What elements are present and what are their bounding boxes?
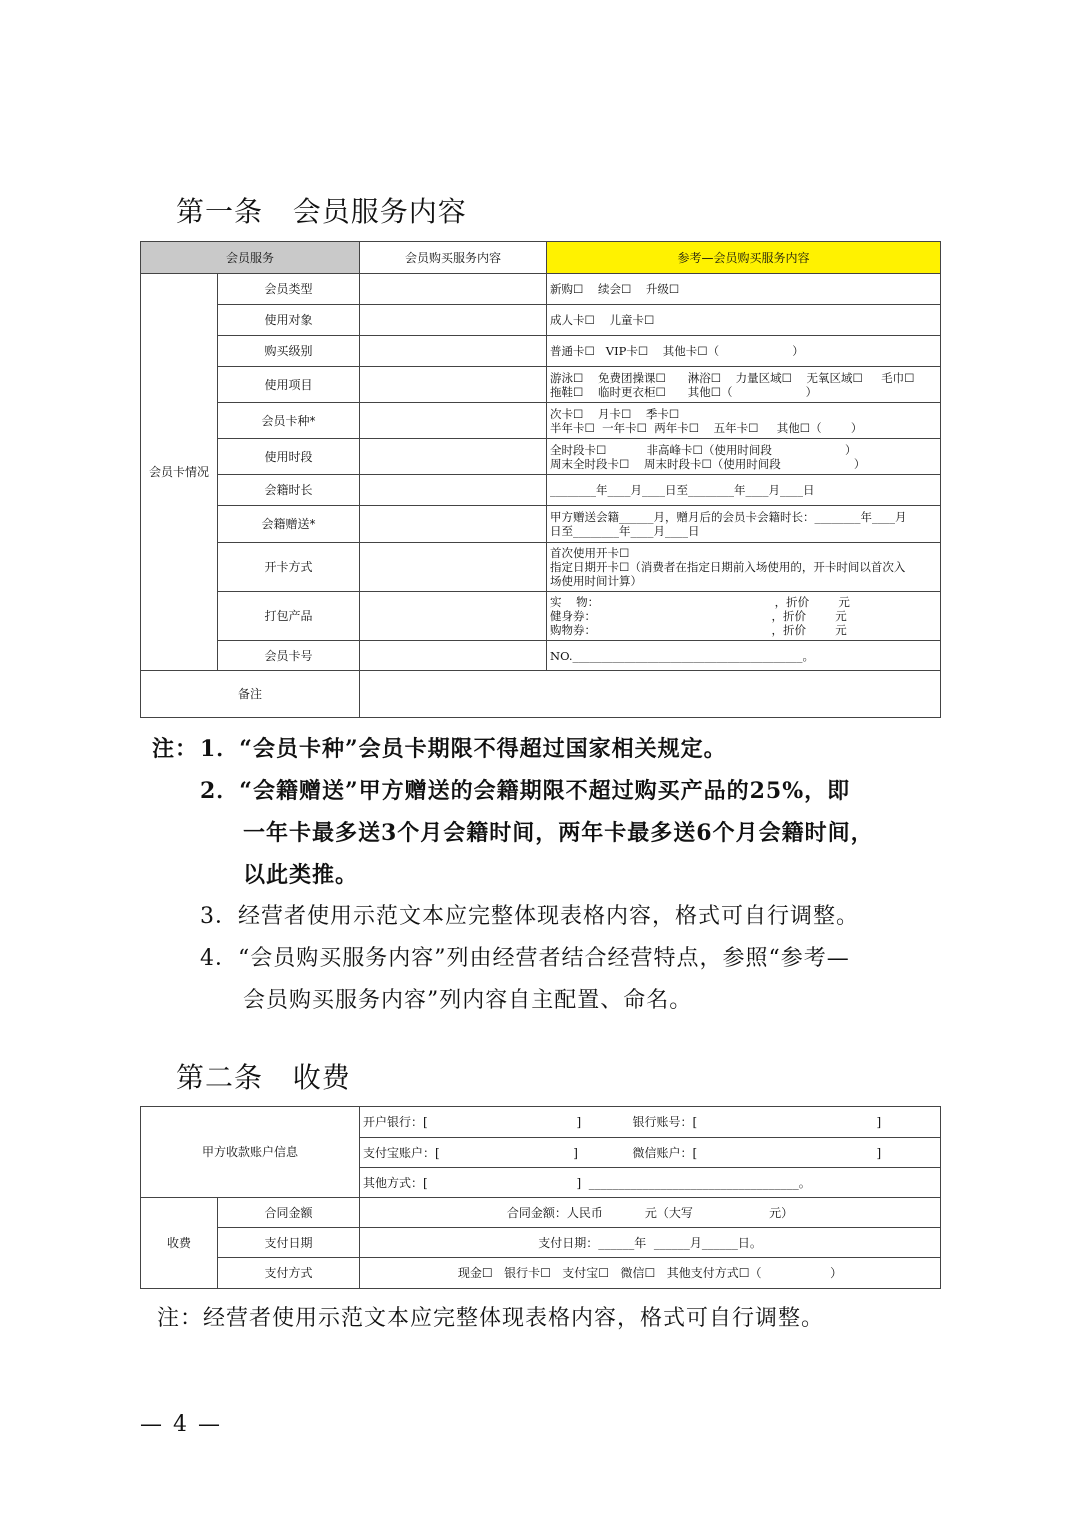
note-4-line1: 4．“会员购买服务内容”列由经营者结合经营特点，参照“参考— (200, 946, 850, 971)
note-3: 3．经营者使用示范文本应完整体现表格内容，格式可自行调整。 (200, 904, 859, 929)
note-2-line3: 以此类推。 (243, 862, 359, 888)
row-label: 购买级别 (218, 336, 360, 367)
section1-title: 第一条 会员服务内容 (176, 195, 467, 228)
ref-cell: 普通卡☐ VIP卡☐ 其他卡☐（ ） (547, 336, 941, 367)
ref-cell: NO.________________________________________。 (547, 641, 941, 671)
membership-service-table (140, 241, 941, 718)
ref-cell: 游泳☐ 免费团操课☐ 淋浴☐ 力量区域☐ 无氧区域☐ 毛巾☐ 拖鞋☐ 临时更衣柜☐ 其他☐（ ） (547, 367, 941, 403)
ref-cell: ________年____月____日至________年____月____日 (547, 475, 941, 506)
wechat-account-field[interactable]: 微信账户：[ ] (630, 1138, 941, 1168)
fee-table (140, 1106, 941, 1289)
alipay-account-field[interactable]: 支付宝账户：[ ] (360, 1138, 630, 1168)
remarks-label: 备注 (141, 671, 360, 718)
fee-label: 收费 (141, 1198, 218, 1289)
page-number: — 4 — (140, 1412, 222, 1437)
bank-account-field[interactable]: 银行账号：[ ] (630, 1107, 941, 1138)
group-label-card-info: 会员卡情况 (141, 274, 218, 671)
fee-row-label: 支付日期 (218, 1228, 360, 1258)
purchase-cell[interactable] (360, 403, 547, 439)
purchase-cell[interactable] (360, 274, 547, 305)
header-member-service: 会员服务 (141, 242, 360, 274)
remarks-cell[interactable] (360, 671, 941, 718)
ref-cell: 次卡☐ 月卡☐ 季卡☐ 半年卡☐ 一年卡☐ 两年卡☐ 五年卡☐ 其他☐（ ） (547, 403, 941, 439)
purchase-cell[interactable] (360, 439, 547, 475)
purchase-cell[interactable] (360, 641, 547, 671)
row-label: 会籍赠送* (218, 506, 360, 543)
row-label: 使用对象 (218, 305, 360, 336)
ref-cell: 甲方赠送会籍______月，赠月后的会员卡会籍时长：________年____月 日至________年____月____日 (547, 506, 941, 543)
bank-name-field[interactable]: 开户银行：[ ] (360, 1107, 630, 1138)
row-label: 使用时段 (218, 439, 360, 475)
ref-cell: 实 物： ，折价 元 健身券： ，折价 元 购物券： ，折价 元 (547, 592, 941, 641)
note-2-line1: 2．“会籍赠送”甲方赠送的会籍期限不超过购买产品的25%，即 (200, 778, 851, 804)
purchase-cell[interactable] (360, 592, 547, 641)
fee-row-label: 合同金额 (218, 1198, 360, 1228)
ref-cell: 新购☐ 续会☐ 升级☐ (547, 274, 941, 305)
payment-date-field[interactable]: 支付日期：______年 ______月______日。 (360, 1228, 941, 1258)
row-label: 会籍时长 (218, 475, 360, 506)
fee-row-label: 支付方式 (218, 1258, 360, 1289)
note-section2: 注：经营者使用示范文本应完整体现表格内容，格式可自行调整。 (157, 1306, 825, 1331)
account-info-label: 甲方收款账户信息 (141, 1107, 360, 1198)
note-4-line2: 会员购买服务内容”列内容自主配置、命名。 (243, 988, 693, 1013)
row-label: 使用项目 (218, 367, 360, 403)
header-reference-content: 参考—会员购买服务内容 (547, 242, 941, 274)
row-label: 会员卡号 (218, 641, 360, 671)
row-label: 开卡方式 (218, 543, 360, 592)
purchase-cell[interactable] (360, 475, 547, 506)
purchase-cell[interactable] (360, 367, 547, 403)
ref-cell: 首次使用开卡☐ 指定日期开卡☐（消费者在指定日期前入场使用的，开卡时间以首次入 场使用时间计算） (547, 543, 941, 592)
purchase-cell[interactable] (360, 336, 547, 367)
purchase-cell[interactable] (360, 506, 547, 543)
ref-cell: 全时段卡☐ 非高峰卡☐（使用时间段 ） 周末全时段卡☐ 周末时段卡☐（使用时间段 ） (547, 439, 941, 475)
purchase-cell[interactable] (360, 543, 547, 592)
section2-title: 第二条 收费 (176, 1061, 351, 1094)
row-label: 会员类型 (218, 274, 360, 305)
row-label: 会员卡种* (218, 403, 360, 439)
note-2-line2: 一年卡最多送3个月会籍时间，两年卡最多送6个月会籍时间， (243, 820, 874, 846)
contract-amount-field[interactable]: 合同金额：人民币 元（大写 元） (360, 1198, 941, 1228)
payment-method-field[interactable]: 现金☐ 银行卡☐ 支付宝☐ 微信☐ 其他支付方式☐（ ） (360, 1258, 941, 1289)
other-method-field[interactable]: 其他方式：[ ] ___________________________________。 (360, 1168, 941, 1198)
row-label: 打包产品 (218, 592, 360, 641)
header-purchase-content: 会员购买服务内容 (360, 242, 547, 274)
ref-cell: 成人卡☐ 儿童卡☐ (547, 305, 941, 336)
purchase-cell[interactable] (360, 305, 547, 336)
note-1: 1．“会员卡种”会员卡期限不得超过国家相关规定。 (200, 736, 727, 762)
notes-prefix: 注： (152, 736, 199, 762)
